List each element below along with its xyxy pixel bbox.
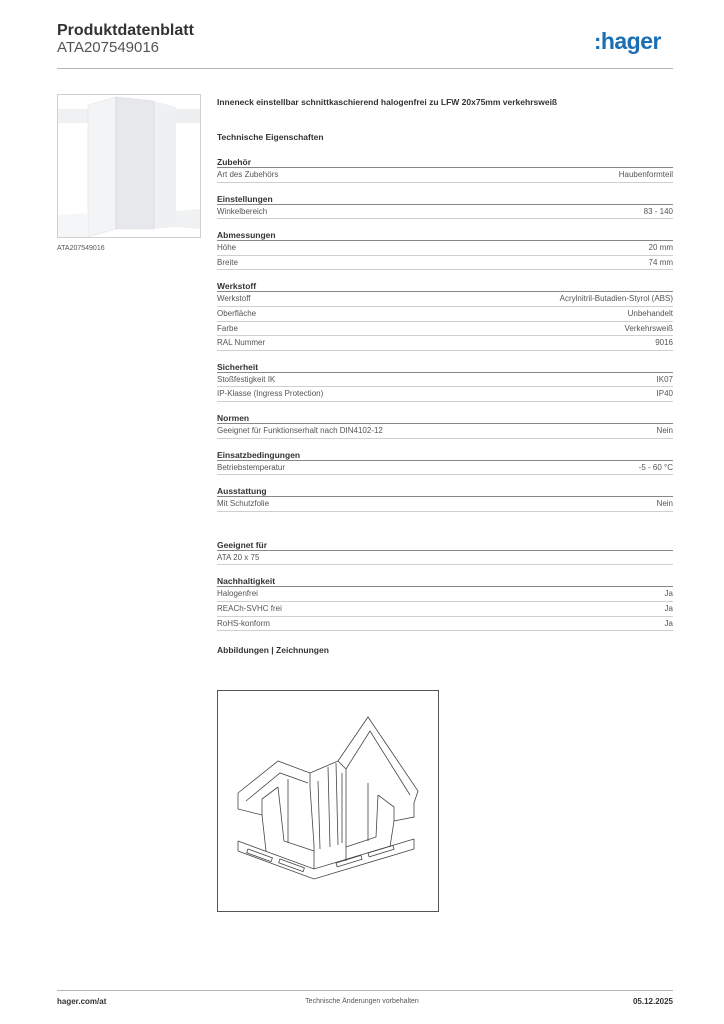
spec-label: Breite: [217, 257, 238, 267]
spec-value: Ja: [664, 603, 673, 613]
spec-row: [217, 168, 673, 183]
spec-value: IK07: [656, 374, 673, 384]
spec-label: Stoßfestigkeit IK: [217, 374, 276, 384]
spec-value: 20 mm: [648, 243, 673, 253]
spec-value: Haubenformteil: [618, 170, 673, 179]
spec-label: Halogenfrei: [217, 589, 258, 599]
spec-value: 9016: [655, 338, 673, 348]
spec-group: [217, 412, 673, 439]
spec-row: [217, 602, 673, 617]
spec-label: RAL Nummer: [217, 338, 266, 348]
spec-label: RoHS-konform: [217, 618, 270, 628]
hager-logo: :hager: [594, 28, 661, 54]
spec-value: Unbehandelt: [627, 308, 673, 318]
spec-label: Art des Zubehörs: [217, 170, 279, 179]
product-code: ATA207549016: [57, 39, 160, 56]
group-title: Ausstattung: [217, 485, 673, 497]
spec-groups: [217, 156, 673, 512]
spec-row: [217, 373, 673, 388]
spec-label: IP-Klasse (Ingress Protection): [217, 389, 324, 399]
thumbnail-caption: ATA207549016: [57, 245, 105, 252]
spec-row: [217, 241, 673, 256]
spec-row: [217, 551, 673, 566]
spec-value: 83 - 140: [643, 206, 673, 216]
spec-row: [217, 292, 673, 307]
spec-row: [217, 336, 673, 351]
group-title: Zubehör: [217, 156, 673, 168]
spec-value: Acrylnitril-Butadien-Styrol (ABS): [559, 294, 673, 304]
footer-divider: [57, 990, 673, 991]
spec-row: [217, 387, 673, 402]
footer-note: Technische Änderungen vorbehalten: [305, 998, 419, 1005]
header-divider: [57, 68, 673, 69]
group-title: Einsatzbedingungen: [217, 449, 673, 461]
page-title: Produktdatenblatt: [57, 22, 194, 39]
product-thumbnail: [57, 94, 201, 238]
logo-text: hager: [600, 28, 661, 54]
inner-corner-icon: [58, 95, 200, 237]
footer-website[interactable]: hager.com/at: [57, 997, 107, 1006]
footer-date: 05.12.2025: [632, 997, 673, 1006]
spec-row: [217, 424, 673, 439]
suitable-for-group: [217, 539, 673, 566]
group-title: Geeignet für: [217, 539, 673, 551]
product-title: Inneneck einstellbar schnittkaschierend halogenfrei zu LFW 20x75mm verkehrsweiß: [217, 97, 558, 107]
spec-value: Verkehrsweiß: [624, 323, 673, 333]
spec-label: Werkstoff: [217, 294, 251, 304]
spec-value: Ja: [664, 618, 673, 628]
spec-label: Farbe: [217, 323, 238, 333]
spec-group: [217, 280, 673, 350]
spec-value: Nein: [656, 499, 673, 509]
sustainability-group: [217, 575, 673, 631]
group-title: Abmessungen: [217, 229, 673, 241]
spec-label: Oberfläche: [217, 308, 257, 318]
spec-group: [217, 193, 673, 220]
technical-drawing: [217, 690, 439, 912]
group-title: Normen: [217, 412, 673, 424]
group-title: Einstellungen: [217, 193, 673, 205]
spec-row: [217, 461, 673, 476]
spec-value: 74 mm: [648, 257, 673, 267]
spec-group: [217, 485, 673, 512]
spec-row: [217, 322, 673, 337]
spec-group: [217, 156, 673, 183]
group-title: Sicherheit: [217, 361, 673, 373]
group-title: Werkstoff: [217, 280, 673, 292]
spec-label: Betriebstemperatur: [217, 462, 286, 472]
spec-label: ATA 20 x 75: [217, 552, 260, 562]
inner-corner-drawing-icon: [218, 691, 438, 911]
spec-label: Mit Schutzfolie: [217, 499, 270, 509]
group-title: Nachhaltigkeit: [217, 575, 673, 587]
spec-value: IP40: [656, 389, 673, 399]
spec-label: Geeignet für Funktionserhalt nach DIN4102-12: [217, 425, 383, 435]
spec-group: [217, 229, 673, 270]
spec-row: [217, 307, 673, 322]
spec-row: [217, 497, 673, 512]
spec-value: Nein: [656, 425, 673, 435]
spec-row: [217, 256, 673, 271]
spec-group: [217, 361, 673, 402]
spec-row: [217, 587, 673, 602]
spec-row: [217, 205, 673, 220]
spec-row: [217, 617, 673, 632]
spec-value: Ja: [664, 589, 673, 599]
spec-label: Höhe: [217, 243, 237, 253]
figures-heading: Abbildungen | Zeichnungen: [217, 645, 329, 656]
spec-label: REACh-SVHC frei: [217, 603, 282, 613]
spec-label: Winkelbereich: [217, 206, 268, 216]
spec-section: [217, 97, 673, 655]
tech-heading: Technische Eigenschaften: [217, 132, 324, 142]
spec-value: -5 - 60 °C: [638, 462, 673, 472]
spec-group: [217, 449, 673, 476]
